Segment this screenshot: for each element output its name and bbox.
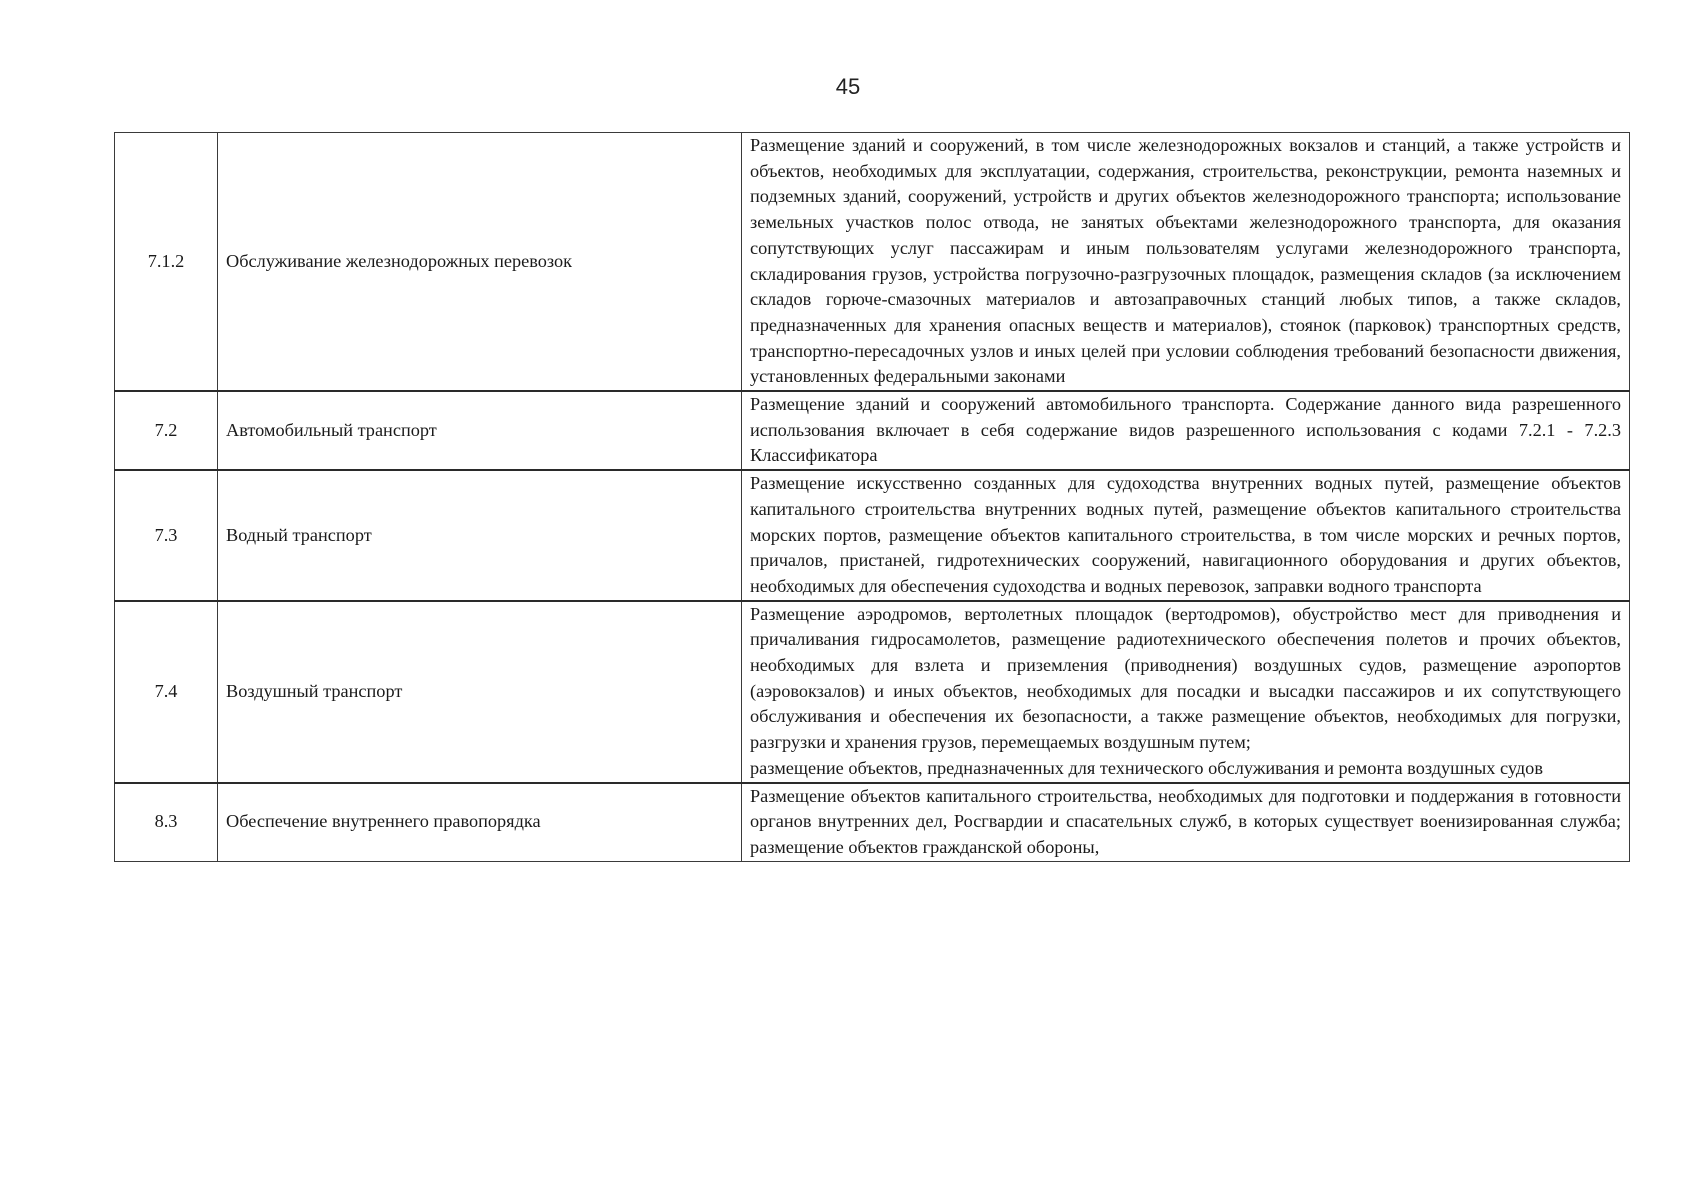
page-number: 45 <box>835 74 861 99</box>
description-paragraph: Размещение аэродромов, вертолетных площадок (вертодромов), обустройство мест для приводнения и причаливания гидросамолетов, размещение радиотехнического обеспечения полетов и прочих объектов, необходимых для взлета и приземления (приводнения) воздушных судов, размещение аэропортов (аэровокзалов) и иных объектов, необходимых для посадки и высадки пассажиров и их сопутствующего обслуживания и обеспечения их безопасности, а также размещение объектов, необходимых для погрузки, разгрузки и хранения грузов, перемещаемых воздушным путем; <box>750 603 1621 753</box>
land-use-table <box>114 132 1630 862</box>
row-code: 7.4 <box>115 601 218 783</box>
row-description <box>742 783 1630 862</box>
row-name: Автомобильный транспорт <box>218 391 742 470</box>
row-name: Воздушный транспорт <box>218 601 742 783</box>
description-paragraph: размещение объектов, предназначенных для технического обслуживания и ремонта воздушных судов <box>750 757 1543 778</box>
table-row <box>115 133 1630 392</box>
row-code: 8.3 <box>115 783 218 862</box>
table-row <box>115 783 1630 862</box>
description-paragraph: Размещение искусственно созданных для судоходства внутренних водных путей, размещение объектов капитального строительства внутренних водных путей, размещение объектов капитального строительства морских портов, размещение объектов капитального строительства, в том числе морских и речных портов, причалов, пристаней, гидротехнических сооружений, навигационного оборудования и других объектов, необходимых для обеспечения судоходства и водных перевозок, заправки водного транспорта <box>750 473 1621 596</box>
row-code: 7.2 <box>115 391 218 470</box>
row-description <box>742 601 1630 783</box>
description-paragraph: Размещение зданий и сооружений автомобильного транспорта. Содержание данного вида разрешенного использования включает в себя содержание видов разрешенного использования с кодами 7.2.1 - 7.2.3 Классификатора <box>750 394 1621 466</box>
row-code: 7.3 <box>115 470 218 601</box>
row-name: Обслуживание железнодорожных перевозок <box>218 133 742 392</box>
description-paragraph: Размещение объектов капитального строительства, необходимых для подготовки и поддержания в готовности органов внутренних дел, Росгвардии и спасательных служб, в которых существует военизированная служба; размещение объектов гражданской обороны, <box>750 785 1621 857</box>
row-name: Водный транспорт <box>218 470 742 601</box>
row-description <box>742 133 1630 392</box>
table-row <box>115 391 1630 470</box>
table-row <box>115 601 1630 783</box>
row-description <box>742 391 1630 470</box>
row-description <box>742 470 1630 601</box>
table-row <box>115 470 1630 601</box>
row-name: Обеспечение внутреннего правопорядка <box>218 783 742 862</box>
description-paragraph: Размещение зданий и сооружений, в том числе железнодорожных вокзалов и станций, а также устройств и объектов, необходимых для эксплуатации, содержания, строительства, реконструкции, ремонта наземных и подземных зданий, сооружений, устройств и других объектов железнодорожного транспорта; использование земельных участков полос отвода, не занятых объектами железнодорожного транспорта, для оказания сопутствующих услуг пассажирам и иным пользователям услугами железнодорожного транспорта, складирования грузов, устройства погрузочно-разгрузочных площадок, размещения складов (за исключением складов горюче-смазочных материалов и автозаправочных станций любых типов, а также складов, предназначенных для хранения опасных веществ и материалов), стоянок (парковок) транспортных средств, транспортно-пересадочных узлов и иных целей при условии соблюдения требований безопасности движения, установленных федеральными законами <box>750 135 1621 387</box>
row-code: 7.1.2 <box>115 133 218 392</box>
